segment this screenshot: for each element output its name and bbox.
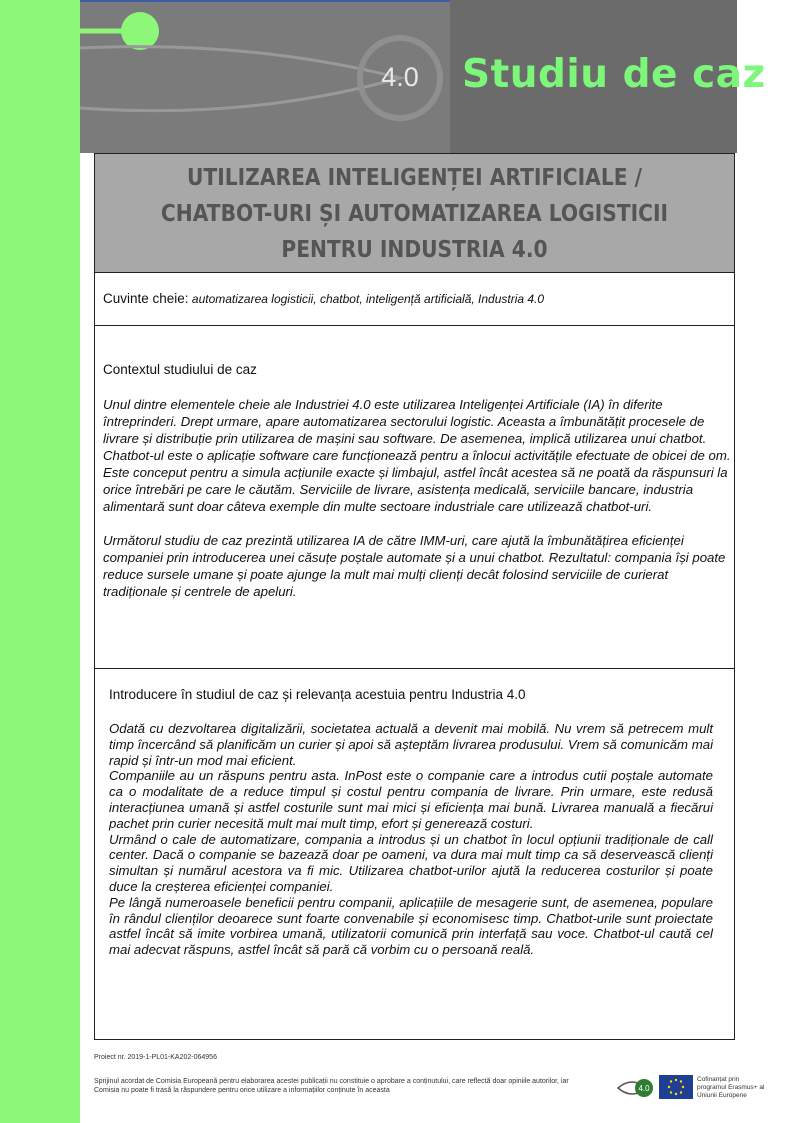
case-title-box xyxy=(94,153,735,273)
intro-heading: Introducere în studiul de caz și relevanța acestuia pentru Industria 4.0 xyxy=(109,687,526,702)
intro-paragraph-1: Odată cu dezvoltarea digitalizării, societatea actuală a devenit mai mobilă. Nu vrem să petrecem mult timp încercând să planificăm un curier și apoi să așteptăm livrarea produsului. Vrem să comunicăm mai rapid și într-un mod mai eficient. xyxy=(109,721,713,768)
intro-section xyxy=(94,668,735,1040)
keywords-box xyxy=(94,272,735,326)
eu-disclaimer: Sprijinul acordat de Comisia Europeană pentru elaborarea acestei publicații nu constituie o aprobare a conținutului, care reflectă doar opiniile autorilor, iar Comisia nu poate fi trasă la răspundere pentru orice utilizare a informațiilor conținute în aceasta xyxy=(94,1078,569,1094)
intro-paragraph-3: Urmând o cale de automatizare, compania a introdus și un chatbot în locul opțiunii tradiționale de call center. Dacă o companie se bazează doar pe oameni, va dura mai mult timp ca să deservească clienți simultan și numărul acestora va fi mic. Utilizarea chatbot-urilor ajută la reducerea costurilor și poate duce la creșterea eficienței companiei. xyxy=(109,831,713,894)
case-title-line-1: UTILIZAREA INTELIGENȚEI ARTIFICIALE / xyxy=(186,165,643,191)
context-text xyxy=(103,396,731,617)
see-logo-icon xyxy=(616,1074,656,1102)
project-number: Proiect nr. 2019-1-PL01-KA202-064956 xyxy=(94,1054,217,1061)
case-title xyxy=(133,154,695,268)
page-title: Studiu de caz xyxy=(462,52,766,97)
case-title-line-2: CHATBOT-URI ȘI AUTOMATIZAREA LOGISTICII xyxy=(160,201,669,227)
keywords xyxy=(103,291,544,306)
context-paragraph-1: Unul dintre elementele cheie ale Industriei 4.0 este utilizarea Inteligenței Artificiale (IA) în diferite întreprinderi. Drept urmare, apare automatizarea sectorului logistic. Aceasta a îmbunătățit procesele de livrare și distribuție prin utilizarea de mașini sau software. De asemenea, implică utilizarea unui chatbot. Chatbot-ul este o aplicație software care funcționează pentru a înlocui activitățile efectuate de obicei de om. Este conceput pentru a simula acțiunile exacte și limbajul, astfel încât acestea să ne poată da răspunsuri la orice întrebări pe care le căutăm. Serviciile de livrare, asistența medicală, serviciile bancare, industria alimentară sunt doar câteva exemple din multe sectoare industriale care utilizează chatbot-uri. xyxy=(103,397,731,514)
header-badge: 4.0 xyxy=(381,62,419,92)
eu-flag-icon xyxy=(659,1075,693,1099)
keywords-label: Cuvinte cheie: xyxy=(103,291,189,306)
keywords-value: automatizarea logisticii, chatbot, inteligență artificială, Industria 4.0 xyxy=(188,292,545,306)
case-title-line-3: PENTRU INDUSTRIA 4.0 xyxy=(281,237,548,263)
intro-text xyxy=(109,721,713,958)
see-logo-badge: 4.0 xyxy=(638,1084,650,1093)
context-paragraph-2: Următorul studiu de caz prezintă utilizarea IA de către IMM-uri, care ajută la îmbunătățirea eficienței companiei prin introducerea unei căsuțe poștale automate și a unui chatbot. Rezultatul: compania își poate reduce sursele umane și poate ajunge la mult mai mulți clienți decât folosind serviciile de curierat tradiționale și centrele de apeluri. xyxy=(103,533,726,599)
intro-paragraph-2: Companiile au un răspuns pentru asta. InPost este o companie care a introdus cutii poștale automate ca o modalitate de a reduce timpul și costul pentru compania de livrare. Prin urmare, este redusă interacțiunea umană și astfel costurile sunt mai mici și eficiența mai bună. Livrarea manuală a fiecărui pachet prin curier necesită mult mai mult timp, efort și generează costuri. xyxy=(109,768,713,831)
green-dot-icon xyxy=(121,12,159,50)
context-heading: Contextul studiului de caz xyxy=(103,362,257,377)
eu-cofinancing-text: Cofinanțat prin programul Erasmus+ al Uniunii Europene xyxy=(697,1076,765,1099)
eye-outline-icon xyxy=(80,47,400,111)
side-green-strip xyxy=(0,0,80,1123)
intro-paragraph-4: Pe lângă numeroasele beneficii pentru companii, aplicațiile de mesagerie sunt, de asemenea, populare în rândul clienților deoarece sunt foarte convenabile și economisesc timp. Chatbot-urile sunt proiectate astfel încât să imite vorbirea umană, utilizatorii comunică prin interfață sau voce. Chatbot-ul caută cel mai adecvat răspuns, astfel încât să pară că vorbim cu o persoană reală. xyxy=(109,894,713,958)
context-section xyxy=(94,325,735,669)
